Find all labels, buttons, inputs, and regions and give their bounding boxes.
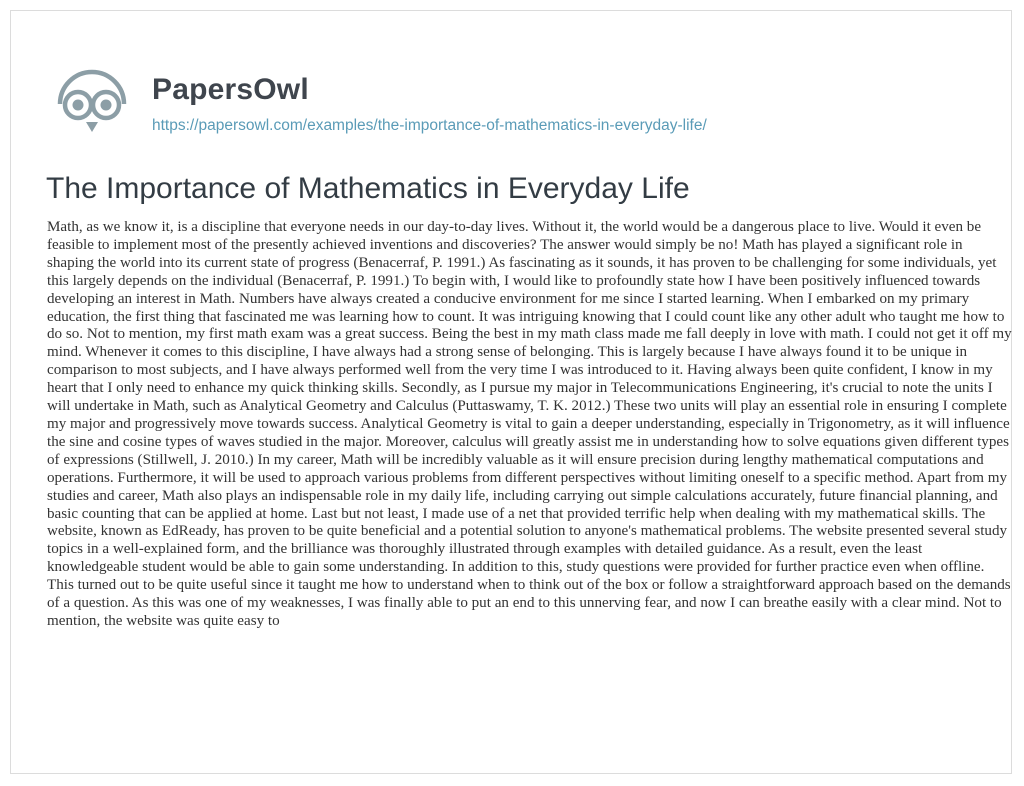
essay-title: The Importance of Mathematics in Everyday Life: [46, 172, 690, 205]
brand-block: [152, 73, 707, 135]
owl-face-icon: [52, 64, 132, 144]
essay-body: Math, as we know it, is a discipline that everyone needs in our day-to-day lives. Without it, the world would be a dangerous place to live. Would it even be feasible to implement most of the presently achieved inventions and discoveries? The answer would simply be no! Math has played a significant role in shaping the world into its current state of progress (Benacerraf, P. 1991.) As fascinating as it sounds, it has proven to be challenging for some individuals, yet this largely depends on the individual (Benacerraf, P. 1991.) To begin with, I would like to profoundly state how I have been positively influenced towards developing an interest in Math. Numbers have always created a conducive environment for me since I started learning. When I embarked on my primary education, the first thing that fascinated me was learning how to count. It was intriguing knowing that I could count like any other adult who taught me how to do so. Not to mention, my first math exam was a great success. Being the best in my math class made me fall deeply in love with math. I could not get it off my mind. Whenever it comes to this discipline, I have always had a strong sense of belonging. This is largely because I have always found it to be unique in comparison to most subjects, and I have always performed well from the very time I was introduced to it. Having always been quite confident, I know in my heart that I only need to enhance my quick thinking skills. Secondly, as I pursue my major in Telecommunications Engineering, it's crucial to note the units I will undertake in Math, such as Analytical Geometry and Calculus (Puttaswamy, T. K. 2012.) These two units will play an essential role in ensuring I complete my major and progressively move towards success. Analytical Geometry is vital to gain a deeper understanding, especially in Trigonometry, as it will influence the sine and cosine types of waves studied in the major. Moreover, calculus will greatly assist me in understanding how to solve equations given different types of expressions (Stillwell, J. 2010.) In my career, Math will be incredibly valuable as it will ensure precision during lengthy mathematical computations and operations. Furthermore, it will be used to approach various problems from different perspectives without limiting oneself to a specific method. Apart from my studies and career, Math also plays an indispensable role in my daily life, including carrying out simple calculations accurately, future financial planning, and basic counting that can be applied at home. Last but not least, I made use of a net that provided terrific help when dealing with my mathematical skills. The website, known as EdReady, has proven to be quite beneficial and a potential solution to anyone's mathematical problems. The website presented several study topics in a well-explained form, and the brilliance was thoroughly illustrated through examples with detailed guidance. As a result, even the least knowledgeable student would be able to gain some understanding. In addition to this, study questions were provided for further practice even when offline. This turned out to be quite useful since it taught me how to understand when to think out of the box or follow a straightforward approach based on the demands of a question. As this was one of my weaknesses, I was finally able to put an end to this unnerving fear, and now I can breathe easily with a clear mind. Not to mention, the website was quite easy to: [47, 219, 1012, 629]
brand-name: PapersOwl: [152, 73, 309, 106]
source-url-link[interactable]: https://papersowl.com/examples/the-importance-of-mathematics-in-everyday-life/: [152, 117, 707, 134]
site-header: [52, 64, 707, 144]
